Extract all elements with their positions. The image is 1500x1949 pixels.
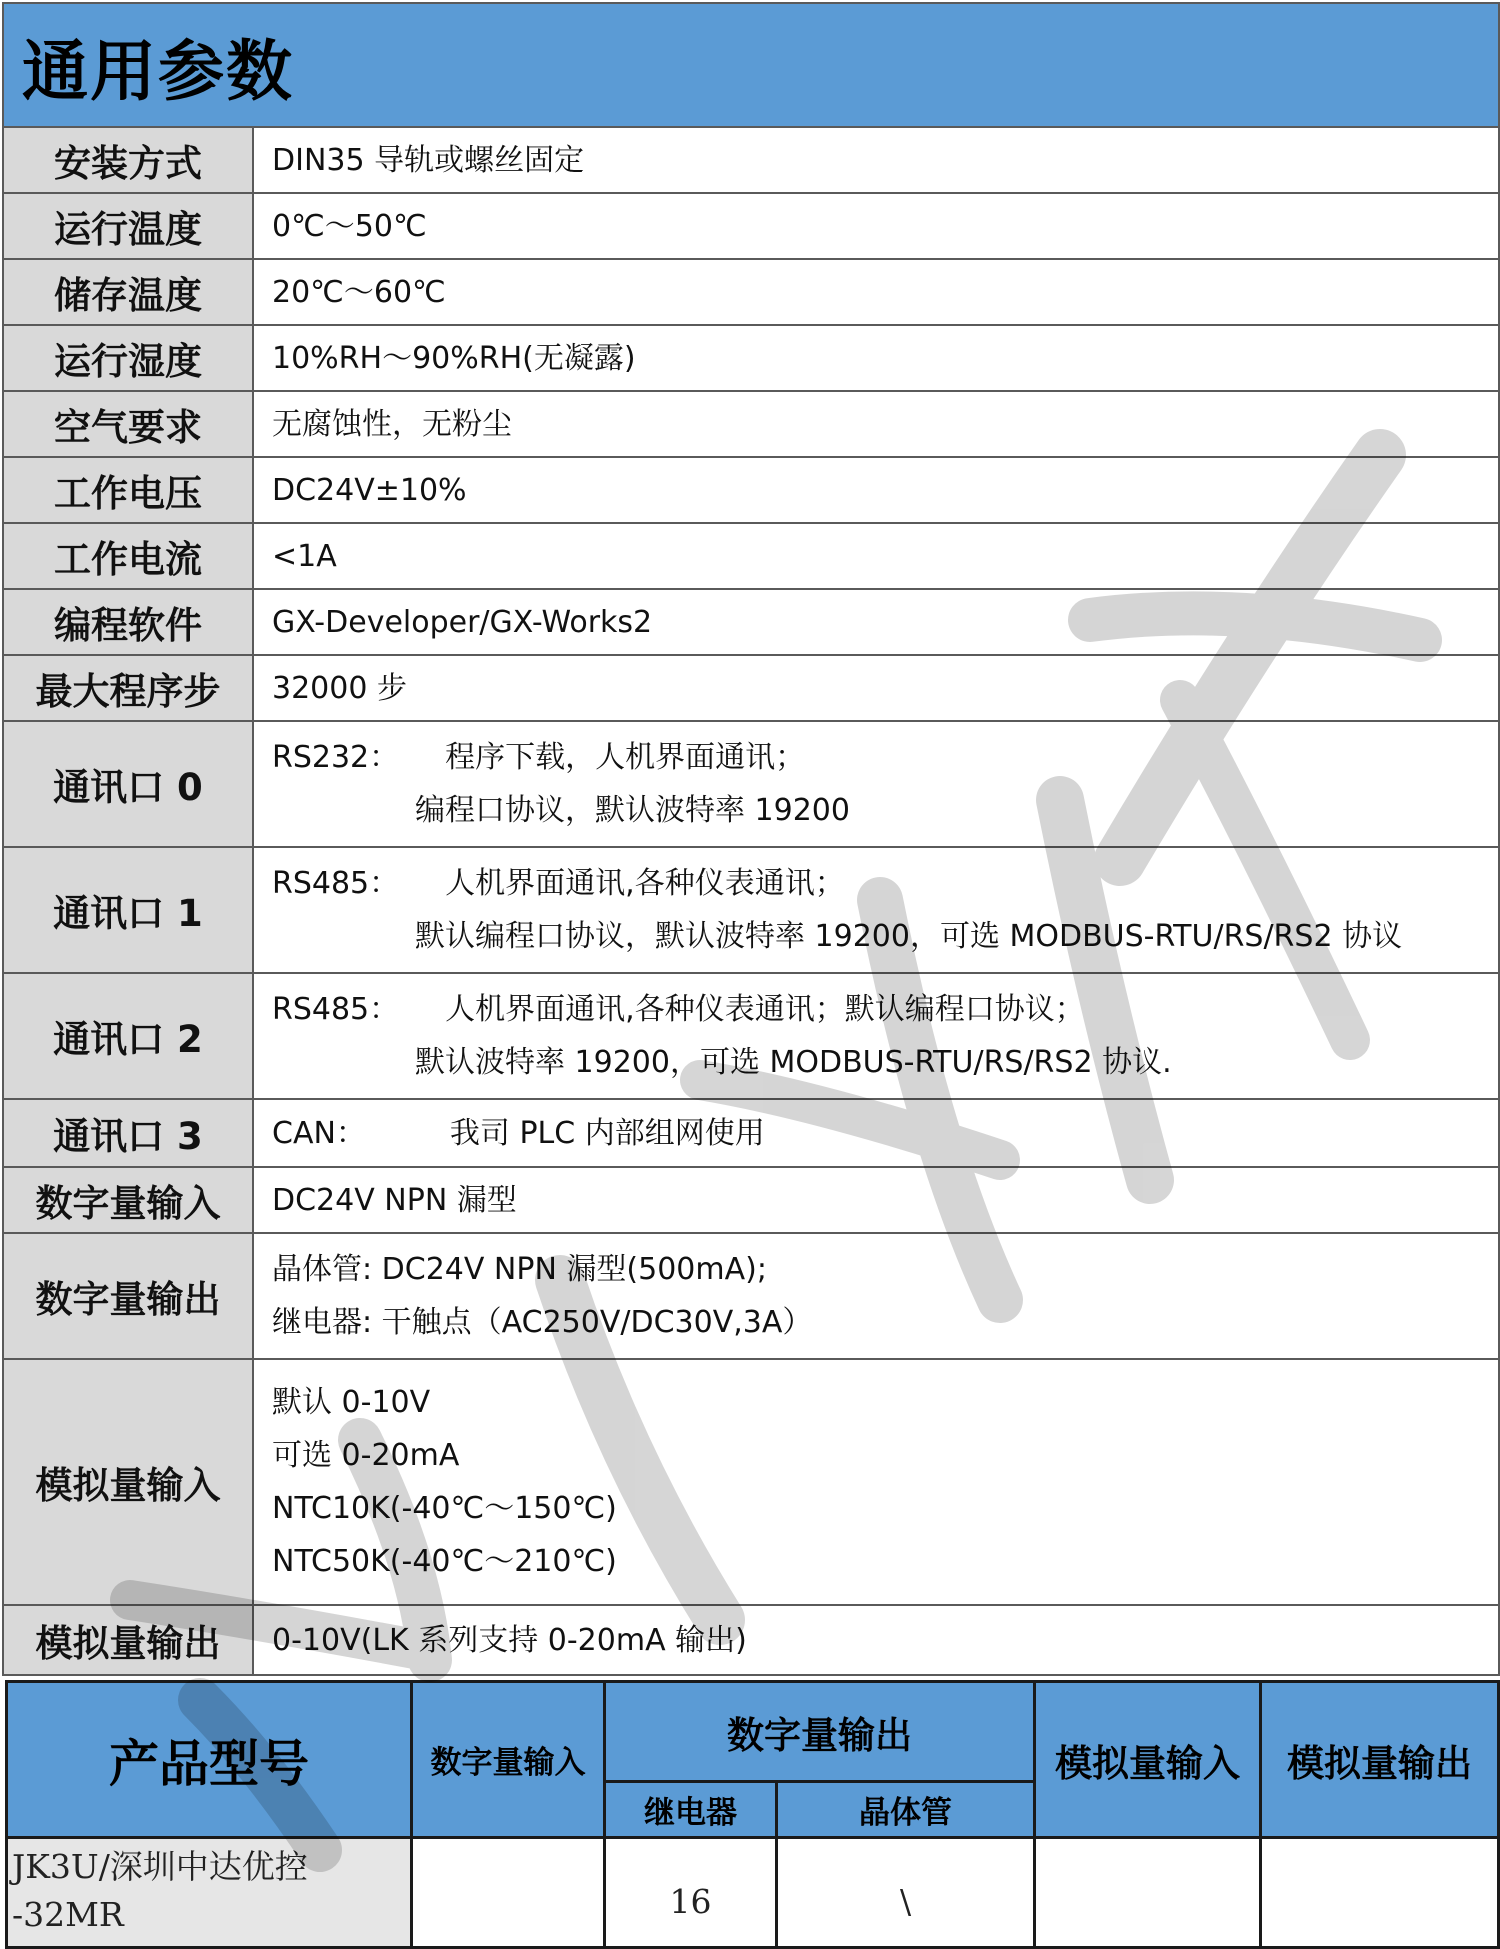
table-row <box>7 1838 1499 1948</box>
value-line: 继电器: 干触点（AC250V/DC30V,3A） <box>272 1305 813 1340</box>
param-value <box>253 325 1499 391</box>
value-line <box>272 857 1498 910</box>
param-label: 数字量输入 <box>3 1167 253 1233</box>
param-value <box>253 655 1499 721</box>
table-title: 通用参数 <box>3 3 1499 127</box>
title-row <box>3 3 1499 127</box>
value-line: 0-10V(LK 系列支持 0-20mA 输出) <box>272 1622 747 1658</box>
param-value <box>253 1233 1499 1359</box>
table-row <box>3 259 1499 325</box>
param-value <box>253 1359 1499 1605</box>
port-prefix: RS485： <box>272 866 400 901</box>
param-value <box>253 523 1499 589</box>
param-value <box>253 847 1499 973</box>
param-value <box>253 457 1499 523</box>
table-row <box>3 457 1499 523</box>
port-prefix: RS485： <box>272 992 400 1027</box>
header-analog-input: 模拟量输入 <box>1035 1682 1261 1838</box>
table-row <box>3 1099 1499 1167</box>
general-params-table <box>2 2 1500 1676</box>
param-label: 空气要求 <box>3 391 253 457</box>
param-value <box>253 589 1499 655</box>
param-value <box>253 721 1499 847</box>
value-line: GX-Developer/GX-Works2 <box>272 604 653 640</box>
value-line: 20℃～60℃ <box>272 274 446 310</box>
table-row <box>3 325 1499 391</box>
param-label: 模拟量输入 <box>3 1359 253 1605</box>
model-cell <box>7 1838 412 1948</box>
product-table <box>5 1680 1500 1949</box>
value-line: 32000 步 <box>272 670 407 706</box>
param-label: 运行温度 <box>3 193 253 259</box>
param-value <box>253 1099 1499 1167</box>
value-line <box>272 731 1498 784</box>
table-row <box>3 721 1499 847</box>
table-row <box>3 973 1499 1099</box>
analog-output-cell <box>1261 1838 1499 1948</box>
param-label: 模拟量输出 <box>3 1605 253 1675</box>
analog-input-cell <box>1035 1838 1261 1948</box>
param-label: 数字量输出 <box>3 1233 253 1359</box>
header-row <box>7 1682 1499 1782</box>
header-analog-output: 模拟量输出 <box>1261 1682 1499 1838</box>
model-line: -32MR <box>12 1895 124 1934</box>
port-prefix: RS232： <box>272 740 400 775</box>
value-line: 编程口协议，默认波特率 19200 <box>415 793 850 828</box>
table-row <box>3 193 1499 259</box>
value-line: 无腐蚀性，无粉尘 <box>272 406 512 442</box>
header-model: 产品型号 <box>7 1682 412 1838</box>
port-desc: 人机界面通讯,各种仪表通讯； <box>445 866 845 901</box>
param-label: 工作电压 <box>3 457 253 523</box>
value-line <box>272 1107 1498 1160</box>
param-label: 编程软件 <box>3 589 253 655</box>
value-line: 默认波特率 19200，可选 MODBUS-RTU/RS/RS2 协议. <box>415 1045 1172 1080</box>
param-label: 通讯口 2 <box>3 973 253 1099</box>
value-line: DIN35 导轨或螺丝固定 <box>272 142 585 178</box>
table-row <box>3 127 1499 193</box>
param-value <box>253 127 1499 193</box>
value-line: NTC10K(-40℃～150℃) <box>272 1491 617 1526</box>
port-desc: 程序下载，人机界面通讯； <box>445 740 806 775</box>
param-label: 通讯口 3 <box>3 1099 253 1167</box>
value-line: NTC50K(-40℃～210℃) <box>272 1544 617 1579</box>
digital-input-cell <box>412 1838 605 1948</box>
table-row <box>3 1167 1499 1233</box>
table-row <box>3 655 1499 721</box>
param-label: 安装方式 <box>3 127 253 193</box>
param-value <box>253 259 1499 325</box>
param-value <box>253 391 1499 457</box>
header-digital-input: 数字量输入 <box>412 1682 605 1838</box>
table-row <box>3 847 1499 973</box>
table-row <box>3 391 1499 457</box>
value-line: 10%RH～90%RH(无凝露) <box>272 340 636 376</box>
param-label: 储存温度 <box>3 259 253 325</box>
param-value <box>253 1167 1499 1233</box>
table-row <box>3 523 1499 589</box>
table-row <box>3 1359 1499 1605</box>
param-label: 运行湿度 <box>3 325 253 391</box>
model-line: JK3U/深圳中达优控 <box>12 1847 308 1886</box>
value-line: 可选 0-20mA <box>272 1438 460 1473</box>
param-value <box>253 1605 1499 1675</box>
value-line <box>272 983 1498 1036</box>
port-desc: 我司 PLC 内部组网使用 <box>449 1115 765 1151</box>
param-label: 通讯口 1 <box>3 847 253 973</box>
header-relay: 继电器 <box>605 1782 777 1838</box>
value-line: DC24V±10% <box>272 472 467 508</box>
param-label: 通讯口 0 <box>3 721 253 847</box>
value-line: 默认编程口协议，默认波特率 19200，可选 MODBUS-RTU/RS/RS2 协议 <box>415 919 1403 954</box>
table-row <box>3 1233 1499 1359</box>
value-line: 默认 0-10V <box>272 1385 431 1420</box>
value-line: DC24V NPN 漏型 <box>272 1182 517 1218</box>
port-prefix: CAN： <box>272 1115 366 1151</box>
header-transistor: 晶体管 <box>777 1782 1035 1838</box>
transistor-cell: \ <box>777 1838 1035 1948</box>
param-label: 工作电流 <box>3 523 253 589</box>
value-line: 0℃～50℃ <box>272 208 427 244</box>
param-label: 最大程序步 <box>3 655 253 721</box>
table-row <box>3 1605 1499 1675</box>
relay-cell: 16 <box>605 1838 777 1948</box>
param-value <box>253 193 1499 259</box>
value-line: 晶体管: DC24V NPN 漏型(500mA); <box>272 1252 767 1287</box>
value-line: <1A <box>272 538 337 574</box>
param-value <box>253 973 1499 1099</box>
header-digital-output: 数字量输出 <box>605 1682 1035 1782</box>
table-row <box>3 589 1499 655</box>
port-desc: 人机界面通讯,各种仪表通讯；默认编程口协议； <box>445 992 1085 1027</box>
